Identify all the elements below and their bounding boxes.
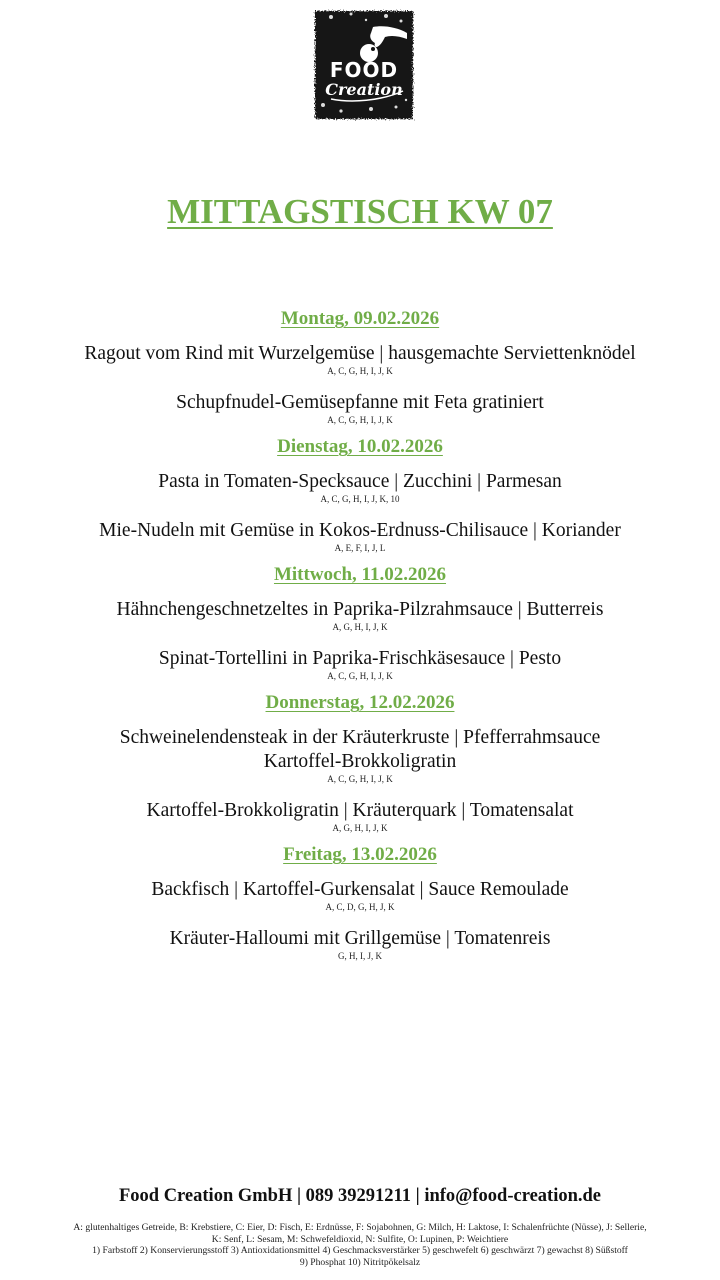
dish-item bbox=[0, 799, 720, 834]
day-heading: Dienstag, 10.02.2026 bbox=[277, 436, 443, 457]
dish-allergens: A, C, G, H, I, J, K bbox=[327, 366, 393, 376]
dish-allergens: A, G, H, I, J, K bbox=[332, 823, 388, 833]
dish-name-line2: Kartoffel-Brokkoligratin bbox=[263, 751, 457, 772]
dish-allergens: A, C, G, H, I, J, K bbox=[327, 774, 393, 784]
dish-name: Pasta in Tomaten-Specksauce | Zucchini | Parmesan bbox=[158, 471, 562, 492]
dish-item bbox=[0, 927, 720, 962]
dish-allergens: A, C, G, H, I, J, K bbox=[327, 415, 393, 425]
dish-allergens: A, G, H, I, J, K bbox=[332, 622, 388, 632]
weekly-menu bbox=[0, 306, 720, 970]
dish-name: Ragout vom Rind mit Wurzelgemüse | hausgemachte Serviettenknödel bbox=[84, 343, 636, 364]
legend-line: 1) Farbstoff 2) Konservierungsstoff 3) Antioxidationsmittel 4) Geschmacksverstärker 5) geschwefelt 6) geschwärzt 7) gewachst 8) Süßstoff bbox=[92, 1245, 628, 1256]
hand-holding-ball-logo-icon bbox=[311, 5, 417, 125]
day-dishes bbox=[0, 342, 720, 426]
dish-name: Kräuter-Halloumi mit Grillgemüse | Tomatenreis bbox=[169, 928, 551, 949]
dish-item bbox=[0, 342, 720, 377]
day-dishes bbox=[0, 598, 720, 682]
day-heading: Freitag, 13.02.2026 bbox=[283, 844, 437, 865]
day-heading: Montag, 09.02.2026 bbox=[280, 308, 440, 329]
dish-item bbox=[0, 470, 720, 505]
dish-name: Spinat-Tortellini in Paprika-Frischkäsesauce | Pesto bbox=[158, 648, 562, 669]
svg-text:Creation: Creation bbox=[325, 80, 403, 99]
dish-item bbox=[0, 878, 720, 913]
svg-text:FOOD: FOOD bbox=[329, 58, 399, 82]
day-dishes bbox=[0, 470, 720, 554]
dish-item bbox=[0, 519, 720, 554]
dish-name: Schupfnudel-Gemüsepfanne mit Feta gratiniert bbox=[176, 392, 544, 413]
dish-name: Schweinelendensteak in der Kräuterkruste | Pfefferrahmsauce bbox=[119, 727, 601, 748]
dish-name: Backfisch | Kartoffel-Gurkensalat | Sauce Remoulade bbox=[151, 879, 569, 900]
day-heading: Donnerstag, 12.02.2026 bbox=[265, 692, 455, 713]
day-dishes bbox=[0, 878, 720, 962]
dish-name: Hähnchengeschnetzeltes in Paprika-Pilzrahmsauce | Butterreis bbox=[116, 599, 604, 620]
dish-allergens: A, C, G, H, I, J, K, 10 bbox=[320, 494, 400, 504]
dish-item bbox=[0, 391, 720, 426]
legend-line: K: Senf, L: Sesam, M: Schwefeldioxid, N: Sulfite, O: Lupinen, P: Weichtiere bbox=[211, 1233, 509, 1245]
page-title: MITTAGSTISCH KW 07 bbox=[167, 192, 553, 231]
legend-line: A: glutenhaltiges Getreide, B: Krebstiere, C: Eier, D: Fisch, E: Erdnüsse, F: Sojabohnen, G: Milch, H: Laktose, I: Schalenfrüchte (Nüsse), J: Sellerie, bbox=[73, 1222, 647, 1233]
dish-name: Mie-Nudeln mit Gemüse in Kokos-Erdnuss-Chilisauce | Koriander bbox=[99, 520, 621, 541]
day-heading: Mittwoch, 11.02.2026 bbox=[273, 564, 447, 585]
dish-item bbox=[0, 647, 720, 682]
dish-item bbox=[0, 726, 720, 785]
day-dishes bbox=[0, 726, 720, 834]
dish-allergens: G, H, I, J, K bbox=[338, 951, 382, 961]
dish-allergens: A, C, G, H, I, J, K bbox=[327, 671, 393, 681]
dish-allergens: A, C, D, G, H, J, K bbox=[325, 902, 395, 912]
dish-allergens: A, E, F, I, J, L bbox=[334, 543, 386, 553]
company-contact: Food Creation GmbH | 089 39291211 | info@food-creation.de bbox=[118, 1186, 602, 1206]
food-creation-logo bbox=[311, 5, 417, 125]
allergen-legend bbox=[10, 1222, 710, 1268]
dish-name: Kartoffel-Brokkoligratin | Kräuterquark | Tomatensalat bbox=[146, 800, 574, 821]
dish-item bbox=[0, 598, 720, 633]
legend-line: 9) Phosphat 10) Nitritpökelsalz bbox=[299, 1256, 421, 1268]
